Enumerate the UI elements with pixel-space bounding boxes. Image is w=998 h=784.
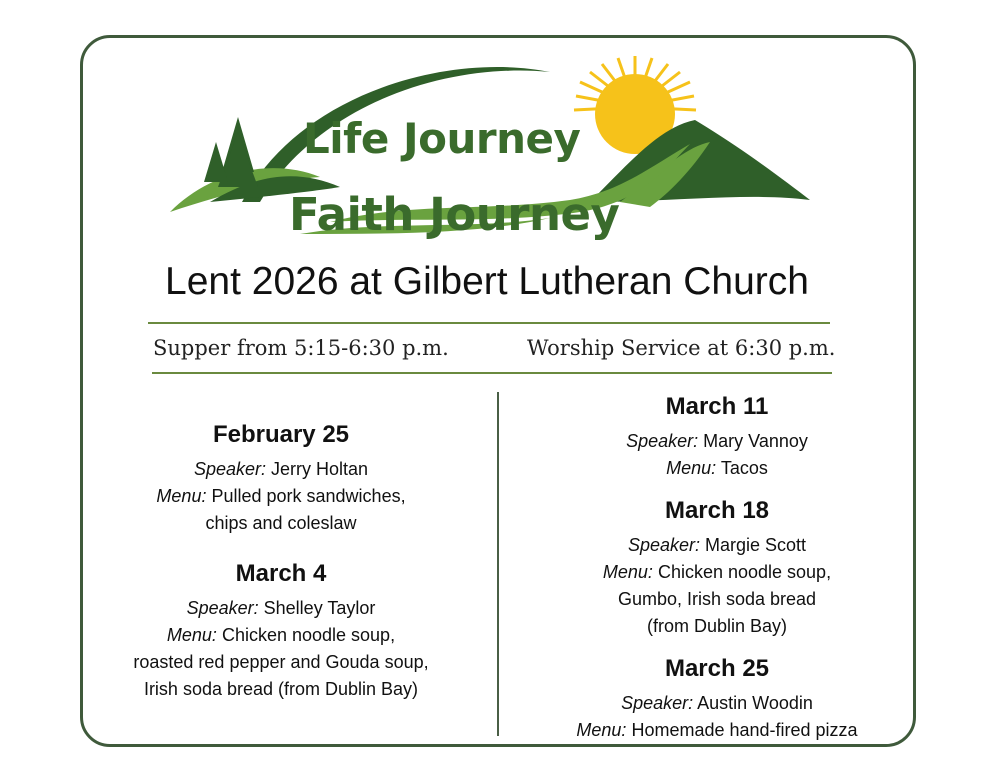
event-date: March 18	[664, 497, 770, 524]
speaker-line	[535, 428, 899, 455]
event-date: March 4	[235, 560, 327, 587]
event-block	[535, 392, 899, 482]
speaker-name: Margie Scott	[705, 535, 807, 555]
speaker-label: Speaker:	[626, 431, 699, 451]
right-column	[535, 392, 899, 744]
speaker-label: Speaker:	[621, 693, 694, 713]
menu-line	[535, 559, 899, 586]
menu-text: (from Dublin Bay)	[646, 616, 788, 636]
menu-text: chips and coleslaw	[205, 513, 357, 533]
speaker-line	[100, 595, 462, 622]
menu-label: Menu:	[576, 720, 627, 740]
event-date: February 25	[212, 421, 350, 448]
page-title: Lent 2026 at Gilbert Lutheran Church	[165, 260, 809, 303]
speaker-name: Shelley Taylor	[263, 598, 376, 618]
logo-title-line2: Faith Journey	[289, 188, 620, 241]
supper-time: Supper from 5:15-6:30 p.m.	[153, 336, 449, 360]
menu-text: Chicken noodle soup,	[221, 625, 396, 645]
menu-line	[100, 483, 462, 510]
event-block	[535, 496, 899, 640]
event-block	[100, 420, 462, 537]
speaker-label: Speaker:	[627, 535, 700, 555]
menu-text: Irish soda bread (from Dublin Bay)	[143, 679, 419, 699]
top-rule	[148, 322, 830, 324]
event-block	[535, 654, 899, 744]
speaker-line	[535, 690, 899, 717]
logo-title-line1: Life Journey	[303, 114, 581, 163]
speaker-label: Speaker:	[193, 459, 266, 479]
menu-text: Chicken noodle soup,	[657, 562, 832, 582]
left-column	[100, 420, 462, 703]
speaker-name: Austin Woodin	[697, 693, 813, 713]
menu-text: Tacos	[720, 458, 768, 478]
menu-line	[535, 717, 899, 744]
speaker-name: Mary Vannoy	[703, 431, 808, 451]
bottom-rule	[152, 372, 832, 374]
menu-line	[535, 613, 899, 640]
column-divider	[497, 392, 499, 736]
menu-text: Homemade hand-fired pizza	[631, 720, 858, 740]
menu-line	[535, 455, 899, 482]
event-date: March 11	[665, 393, 769, 420]
logo-artwork	[150, 52, 830, 282]
event-block	[100, 559, 462, 703]
event-date: March 25	[664, 655, 770, 682]
speaker-name: Jerry Holtan	[271, 459, 369, 479]
menu-line	[100, 676, 462, 703]
menu-line	[535, 586, 899, 613]
menu-label: Menu:	[156, 486, 207, 506]
worship-time: Worship Service at 6:30 p.m.	[527, 336, 836, 360]
menu-text: roasted red pepper and Gouda soup,	[133, 652, 429, 672]
menu-line	[100, 622, 462, 649]
menu-text: Pulled pork sandwiches,	[211, 486, 406, 506]
menu-label: Menu:	[166, 625, 217, 645]
menu-label: Menu:	[602, 562, 653, 582]
menu-line	[100, 649, 462, 676]
speaker-line	[100, 456, 462, 483]
pine-trees-icon	[204, 117, 258, 187]
menu-line	[100, 510, 462, 537]
speaker-label: Speaker:	[186, 598, 259, 618]
logo	[150, 52, 830, 282]
speaker-line	[535, 532, 899, 559]
menu-label: Menu:	[666, 458, 717, 478]
menu-text: Gumbo, Irish soda bread	[617, 589, 817, 609]
